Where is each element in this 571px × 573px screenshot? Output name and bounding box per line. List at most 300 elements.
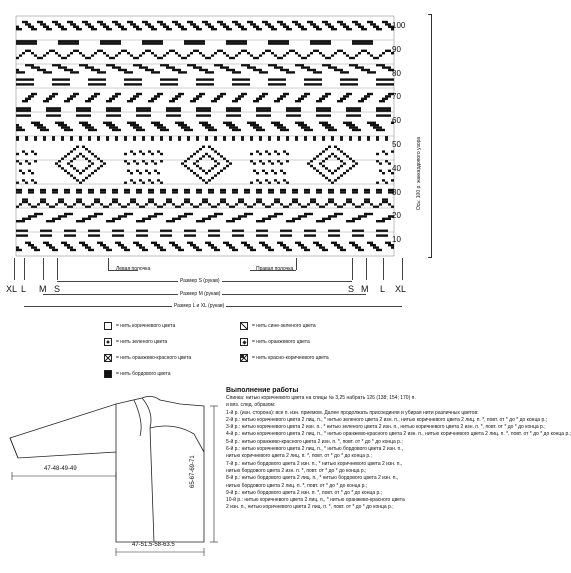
- pattern-stitch: [235, 107, 238, 109]
- pattern-stitch: [142, 52, 145, 54]
- pattern-stitch: [373, 124, 376, 126]
- pattern-stitch: [205, 110, 208, 112]
- pattern-stitch: [73, 177, 76, 179]
- pattern-stitch: [334, 244, 337, 246]
- pattern-stitch: [49, 28, 52, 30]
- pattern-stitch: [313, 26, 316, 28]
- pattern-stitch: [199, 40, 202, 42]
- pattern-stitch: [298, 114, 301, 116]
- legend-item-brown: = нить коричневого цвета: [104, 321, 175, 331]
- pattern-stitch: [250, 153, 253, 155]
- pattern-stitch: [316, 71, 319, 73]
- pattern-stitch: [73, 93, 76, 95]
- pattern-stitch: [16, 191, 19, 193]
- pattern-stitch: [226, 122, 229, 124]
- pattern-stitch: [256, 26, 259, 28]
- pattern-stitch: [259, 114, 262, 116]
- pattern-stitch: [280, 189, 283, 191]
- pattern-stitch: [40, 230, 43, 232]
- pattern-stitch: [190, 42, 193, 44]
- pattern-stitch: [196, 249, 199, 251]
- pattern-stitch: [121, 246, 124, 248]
- pattern-stitch: [100, 244, 103, 246]
- pattern-stitch: [79, 52, 82, 54]
- pattern-stitch: [361, 215, 364, 217]
- pattern-stitch: [94, 201, 97, 203]
- pattern-stitch: [205, 78, 208, 80]
- pattern-stitch: [292, 198, 295, 200]
- pattern-stitch: [289, 110, 292, 112]
- x-corner-square-icon: [240, 354, 248, 362]
- pattern-stitch: [340, 78, 343, 80]
- pattern-stitch: [373, 71, 376, 73]
- pattern-stitch: [232, 138, 235, 140]
- pattern-stitch: [283, 230, 286, 232]
- pattern-stitch: [268, 206, 271, 208]
- pattern-stitch: [91, 153, 94, 155]
- pattern-stitch: [82, 54, 85, 56]
- pattern-stitch: [130, 179, 133, 181]
- pattern-stitch: [175, 206, 178, 208]
- pattern-stitch: [115, 23, 118, 25]
- pattern-stitch: [322, 42, 325, 44]
- pattern-stitch: [121, 234, 124, 236]
- pattern-stitch: [253, 203, 256, 205]
- pattern-stitch: [274, 78, 277, 80]
- pattern-stitch: [274, 64, 277, 66]
- pattern-stitch: [229, 57, 232, 59]
- pattern-stitch: [16, 69, 19, 71]
- pattern-stitch: [178, 138, 181, 140]
- pattern-stitch: [370, 23, 373, 25]
- pattern-stitch: [148, 218, 151, 220]
- pattern-stitch: [385, 107, 388, 109]
- pattern-stitch: [172, 100, 175, 102]
- pattern-stitch: [106, 206, 109, 208]
- pattern-stitch: [298, 110, 301, 112]
- pattern-stitch: [316, 107, 319, 109]
- pattern-stitch: [313, 136, 316, 138]
- pattern-stitch: [292, 220, 295, 222]
- pattern-stitch: [328, 114, 331, 116]
- pattern-stitch: [184, 201, 187, 203]
- pattern-stitch: [25, 40, 28, 42]
- pattern-stitch: [145, 203, 148, 205]
- pattern-stitch: [343, 95, 346, 97]
- pattern-stitch: [355, 107, 358, 109]
- pattern-stitch: [28, 107, 31, 109]
- pattern-stitch: [100, 203, 103, 205]
- pattern-stitch: [307, 249, 310, 251]
- pattern-stitch: [232, 100, 235, 102]
- pattern-stitch: [382, 129, 385, 131]
- pattern-stitch: [157, 213, 160, 215]
- pattern-stitch: [268, 40, 271, 42]
- pattern-stitch: [106, 107, 109, 109]
- pattern-stitch: [193, 153, 196, 155]
- pattern-stitch: [283, 23, 286, 25]
- pattern-stitch: [352, 230, 355, 232]
- pattern-stitch: [181, 93, 184, 95]
- pattern-stitch: [304, 213, 307, 215]
- pattern-stitch: [151, 182, 154, 184]
- pattern-stitch: [259, 160, 262, 162]
- pattern-stitch: [124, 182, 127, 184]
- pattern-stitch: [64, 100, 67, 102]
- pattern-stitch: [154, 242, 157, 244]
- pattern-stitch: [346, 78, 349, 80]
- pattern-stitch: [241, 64, 244, 66]
- pattern-stitch: [322, 165, 325, 167]
- pattern-stitch: [49, 110, 52, 112]
- pattern-stitch: [88, 129, 91, 131]
- pattern-stitch: [19, 42, 22, 44]
- pattern-stitch: [16, 249, 19, 251]
- pattern-stitch: [94, 155, 97, 157]
- pattern-stitch: [52, 218, 55, 220]
- pattern-stitch: [52, 107, 55, 109]
- pattern-stitch: [178, 122, 181, 124]
- pattern-stitch: [340, 160, 343, 162]
- pattern-stitch: [193, 50, 196, 52]
- pattern-stitch: [223, 136, 226, 138]
- pattern-stitch: [388, 191, 391, 193]
- pattern-stitch: [181, 215, 184, 217]
- pattern-stitch: [130, 124, 133, 126]
- pattern-stitch: [352, 126, 355, 128]
- pattern-stitch: [334, 215, 337, 217]
- pattern-stitch: [301, 98, 304, 100]
- pattern-stitch: [334, 69, 337, 71]
- pattern-stitch: [127, 83, 130, 85]
- pattern-stitch: [277, 153, 280, 155]
- pattern-stitch: [253, 162, 256, 164]
- pattern-stitch: [172, 203, 175, 205]
- pattern-stitch: [214, 136, 217, 138]
- pattern-stitch: [268, 107, 271, 109]
- pattern-stitch: [55, 83, 58, 85]
- pattern-stitch: [190, 242, 193, 244]
- pattern-stitch: [214, 64, 217, 66]
- pattern-stitch: [175, 114, 178, 116]
- pattern-stitch: [304, 129, 307, 131]
- pattern-stitch: [166, 83, 169, 85]
- pattern-stitch: [19, 40, 22, 42]
- pattern-stitch: [319, 42, 322, 44]
- pattern-stitch: [202, 179, 205, 181]
- pattern-stitch: [52, 189, 55, 191]
- pattern-stitch: [286, 246, 289, 248]
- pattern-stitch: [94, 93, 97, 95]
- pattern-stitch: [211, 158, 214, 160]
- pattern-stitch: [250, 138, 253, 140]
- pattern-stitch: [76, 26, 79, 28]
- pattern-stitch: [190, 203, 193, 205]
- pattern-stitch: [325, 218, 328, 220]
- pattern-stitch: [91, 191, 94, 193]
- pattern-stitch: [316, 114, 319, 116]
- pattern-stitch: [283, 93, 286, 95]
- pattern-stitch: [376, 189, 379, 191]
- pattern-stitch: [388, 93, 391, 95]
- pattern-stitch: [64, 66, 67, 68]
- pattern-stitch: [244, 78, 247, 80]
- pattern-stitch: [262, 129, 265, 131]
- pattern-stitch: [133, 153, 136, 155]
- pattern-stitch: [115, 198, 118, 200]
- pattern-stitch: [286, 206, 289, 208]
- pattern-stitch: [163, 126, 166, 128]
- pattern-stitch: [91, 54, 94, 56]
- pattern-stitch: [61, 167, 64, 169]
- pattern-stitch: [160, 93, 163, 95]
- pattern-stitch: [385, 234, 388, 236]
- pattern-stitch: [289, 50, 292, 52]
- pattern-stitch: [229, 244, 232, 246]
- pattern-stitch: [70, 71, 73, 73]
- pattern-stitch: [28, 170, 31, 172]
- pattern-stitch: [199, 148, 202, 150]
- pattern-stitch: [259, 153, 262, 155]
- pattern-stitch: [31, 244, 34, 246]
- pattern-stitch: [169, 83, 172, 85]
- pattern-stitch: [67, 42, 70, 44]
- pattern-stitch: [172, 21, 175, 23]
- pattern-stitch: [382, 110, 385, 112]
- pattern-stitch: [319, 172, 322, 174]
- pattern-stitch: [391, 206, 394, 208]
- pattern-stitch: [112, 21, 115, 23]
- pattern-stitch: [289, 230, 292, 232]
- pattern-stitch: [385, 66, 388, 68]
- pattern-stitch: [259, 28, 262, 30]
- pattern-stitch: [19, 189, 22, 191]
- pattern-stitch: [43, 234, 46, 236]
- pattern-stitch: [136, 126, 139, 128]
- pattern-stitch: [106, 42, 109, 44]
- pattern-stitch: [73, 167, 76, 169]
- pattern-stitch: [142, 21, 145, 23]
- pattern-stitch: [115, 218, 118, 220]
- pattern-stitch: [316, 78, 319, 80]
- pattern-stitch: [295, 114, 298, 116]
- pattern-stitch: [361, 230, 364, 232]
- pattern-stitch: [391, 150, 394, 152]
- pattern-stitch: [88, 114, 91, 116]
- pattern-stitch: [280, 124, 283, 126]
- pattern-stitch: [145, 110, 148, 112]
- pattern-stitch: [346, 220, 349, 222]
- pattern-stitch: [151, 215, 154, 217]
- pattern-stitch: [109, 42, 112, 44]
- pattern-stitch: [85, 122, 88, 124]
- pattern-stitch: [283, 83, 286, 85]
- pattern-stitch: [238, 110, 241, 112]
- pattern-stitch: [322, 21, 325, 23]
- pattern-stitch: [22, 100, 25, 102]
- pattern-stitch: [136, 124, 139, 126]
- pattern-stitch: [118, 40, 121, 42]
- pattern-stitch: [166, 110, 169, 112]
- pattern-stitch: [328, 57, 331, 59]
- pattern-stitch: [136, 26, 139, 28]
- pattern-stitch: [262, 230, 265, 232]
- pattern-stitch: [91, 234, 94, 236]
- pattern-stitch: [145, 66, 148, 68]
- pattern-stitch: [313, 230, 316, 232]
- pattern-stitch: [25, 64, 28, 66]
- pattern-stitch: [31, 40, 34, 42]
- pattern-stitch: [382, 198, 385, 200]
- pattern-stitch: [325, 42, 328, 44]
- pattern-stitch: [340, 165, 343, 167]
- pattern-stitch: [235, 78, 238, 80]
- pattern-stitch: [34, 206, 37, 208]
- pattern-stitch: [262, 162, 265, 164]
- pattern-stitch: [172, 50, 175, 52]
- pattern-stitch: [310, 129, 313, 131]
- pattern-stitch: [358, 42, 361, 44]
- pattern-stitch: [361, 234, 364, 236]
- pattern-stitch: [169, 110, 172, 112]
- pattern-stitch: [133, 138, 136, 140]
- pattern-stitch: [214, 150, 217, 152]
- diamond-square-icon: [240, 338, 248, 346]
- pattern-stitch: [370, 42, 373, 44]
- pattern-stitch: [307, 162, 310, 164]
- pattern-stitch: [349, 78, 352, 80]
- pattern-stitch: [166, 26, 169, 28]
- pattern-stitch: [19, 126, 22, 128]
- pattern-stitch: [355, 42, 358, 44]
- pattern-stitch: [85, 177, 88, 179]
- pattern-stitch: [103, 83, 106, 85]
- pattern-stitch: [316, 220, 319, 222]
- pattern-stitch: [355, 206, 358, 208]
- pattern-stitch: [226, 242, 229, 244]
- pattern-stitch: [346, 71, 349, 73]
- pattern-stitch: [43, 136, 46, 138]
- pattern-stitch: [52, 191, 55, 193]
- pattern-stitch: [67, 126, 70, 128]
- pattern-stitch: [121, 69, 124, 71]
- pattern-stitch: [307, 189, 310, 191]
- pattern-stitch: [316, 83, 319, 85]
- pattern-stitch: [160, 213, 163, 215]
- pattern-stitch: [97, 71, 100, 73]
- pattern-stitch: [376, 57, 379, 59]
- pattern-stitch: [217, 21, 220, 23]
- pattern-stitch: [34, 182, 37, 184]
- pattern-stitch: [151, 201, 154, 203]
- pattern-stitch: [388, 218, 391, 220]
- pattern-stitch: [196, 136, 199, 138]
- pattern-stitch: [349, 64, 352, 66]
- pattern-stitch: [277, 40, 280, 42]
- pattern-stitch: [184, 191, 187, 193]
- pattern-stitch: [103, 206, 106, 208]
- pattern-stitch: [286, 153, 289, 155]
- pattern-stitch: [94, 129, 97, 131]
- pattern-stitch: [301, 124, 304, 126]
- pattern-stitch: [16, 40, 19, 42]
- pattern-stitch: [217, 50, 220, 52]
- pattern-stitch: [232, 249, 235, 251]
- pattern-stitch: [376, 78, 379, 80]
- pattern-stitch: [319, 98, 322, 100]
- pattern-stitch: [178, 71, 181, 73]
- pattern-stitch: [130, 83, 133, 85]
- pattern-stitch: [70, 129, 73, 131]
- pattern-stitch: [91, 69, 94, 71]
- pattern-stitch: [367, 191, 370, 193]
- pattern-stitch: [313, 158, 316, 160]
- pattern-stitch: [244, 242, 247, 244]
- pattern-stitch: [46, 26, 49, 28]
- pattern-stitch: [358, 138, 361, 140]
- pattern-stitch: [289, 249, 292, 251]
- pattern-stitch: [34, 246, 37, 248]
- pattern-stitch: [385, 23, 388, 25]
- pattern-stitch: [112, 114, 115, 116]
- pattern-stitch: [79, 182, 82, 184]
- pattern-stitch: [67, 83, 70, 85]
- pattern-stitch: [232, 191, 235, 193]
- pattern-stitch: [100, 78, 103, 80]
- pattern-stitch: [112, 64, 115, 66]
- range-label-size-m: Размер М (рукав): [180, 291, 221, 297]
- pattern-stitch: [268, 215, 271, 217]
- pattern-stitch: [379, 83, 382, 85]
- pattern-stitch: [277, 201, 280, 203]
- pattern-stitch: [19, 230, 22, 232]
- pattern-stitch: [121, 215, 124, 217]
- pattern-stitch: [265, 107, 268, 109]
- pattern-stitch: [346, 83, 349, 85]
- pattern-stitch: [154, 42, 157, 44]
- pattern-stitch: [379, 234, 382, 236]
- pattern-stitch: [133, 26, 136, 28]
- pattern-stitch: [58, 64, 61, 66]
- pattern-stitch: [46, 220, 49, 222]
- pattern-stitch: [49, 50, 52, 52]
- pattern-stitch: [169, 136, 172, 138]
- garment-schematic: [4, 392, 226, 568]
- pattern-stitch: [235, 129, 238, 131]
- pattern-stitch: [112, 110, 115, 112]
- pattern-stitch: [202, 83, 205, 85]
- pattern-stitch: [115, 126, 118, 128]
- pattern-stitch: [373, 57, 376, 59]
- pattern-stitch: [112, 218, 115, 220]
- pattern-stitch: [250, 66, 253, 68]
- pattern-stitch: [19, 203, 22, 205]
- pattern-stitch: [163, 234, 166, 236]
- pattern-stitch: [286, 138, 289, 140]
- pattern-stitch: [280, 83, 283, 85]
- pattern-stitch: [211, 246, 214, 248]
- pattern-stitch: [151, 160, 154, 162]
- pattern-stitch: [148, 26, 151, 28]
- pattern-stitch: [346, 28, 349, 30]
- pattern-stitch: [22, 129, 25, 131]
- pattern-stitch: [340, 23, 343, 25]
- pattern-stitch: [172, 218, 175, 220]
- pattern-stitch: [214, 215, 217, 217]
- pattern-stitch: [358, 218, 361, 220]
- pattern-stitch: [277, 83, 280, 85]
- pattern-stitch: [91, 162, 94, 164]
